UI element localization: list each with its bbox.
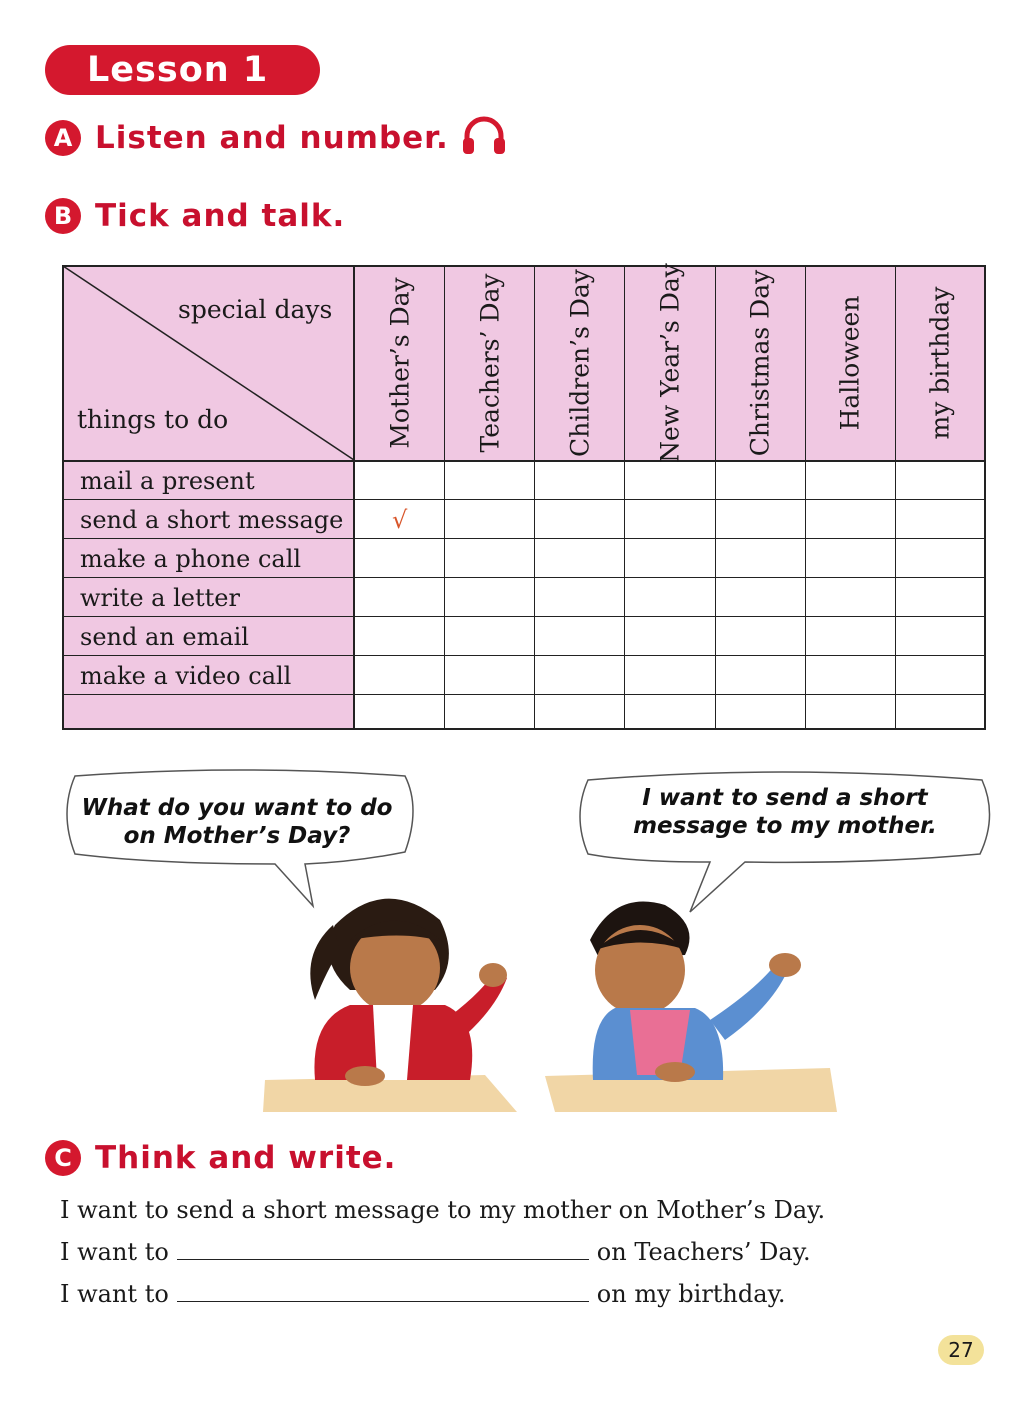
tick-mark[interactable]: √: [392, 506, 408, 534]
lesson-title: Lesson 1: [45, 45, 320, 95]
corner-label-things-to-do: things to do: [77, 405, 229, 434]
column-header: New Year’s Day: [655, 263, 685, 463]
children-illustration: [255, 880, 845, 1115]
section-b-heading: [45, 198, 345, 234]
row-label: send a short message: [80, 506, 344, 534]
page-number: 27: [938, 1335, 984, 1365]
section-c-letter: C: [45, 1140, 81, 1176]
fill-in-line-teachers-day: I want to on Teachers’ Day.: [60, 1238, 811, 1266]
headphones-icon[interactable]: [461, 116, 507, 160]
row-label: make a video call: [80, 662, 292, 690]
answer-blank-teachers-day[interactable]: [177, 1237, 589, 1260]
row-label: make a phone call: [80, 545, 302, 573]
column-header: Mother’s Day: [385, 277, 415, 449]
row-label: send an email: [80, 623, 249, 651]
section-c-heading: [45, 1140, 396, 1176]
row-label: write a letter: [80, 584, 240, 612]
section-a-letter: A: [45, 120, 81, 156]
column-header: my birthday: [925, 286, 955, 440]
section-a-title: Listen and number.: [95, 120, 449, 156]
corner-label-special-days: special days: [178, 295, 333, 324]
row-label: mail a present: [80, 467, 255, 495]
column-header: Teachers’ Day: [475, 273, 505, 453]
section-b-title: Tick and talk.: [95, 198, 346, 234]
section-a-heading: [45, 116, 507, 160]
boy-speech-text: I want to send a short message to my mother.: [633, 785, 937, 839]
section-c-title: Think and write.: [95, 1140, 397, 1176]
example-sentence: I want to send a short message to my mother on Mother’s Day.: [60, 1196, 826, 1224]
column-header: Halloween: [835, 295, 865, 431]
fill-in-line-birthday: I want to on my birthday.: [60, 1280, 786, 1308]
girl-speech-text: What do you want to do on Mother’s Day?: [81, 795, 393, 849]
section-b-letter: B: [45, 198, 81, 234]
answer-blank-birthday[interactable]: [177, 1279, 589, 1302]
column-header: Christmas Day: [745, 269, 775, 457]
column-header: Children’s Day: [565, 269, 595, 457]
